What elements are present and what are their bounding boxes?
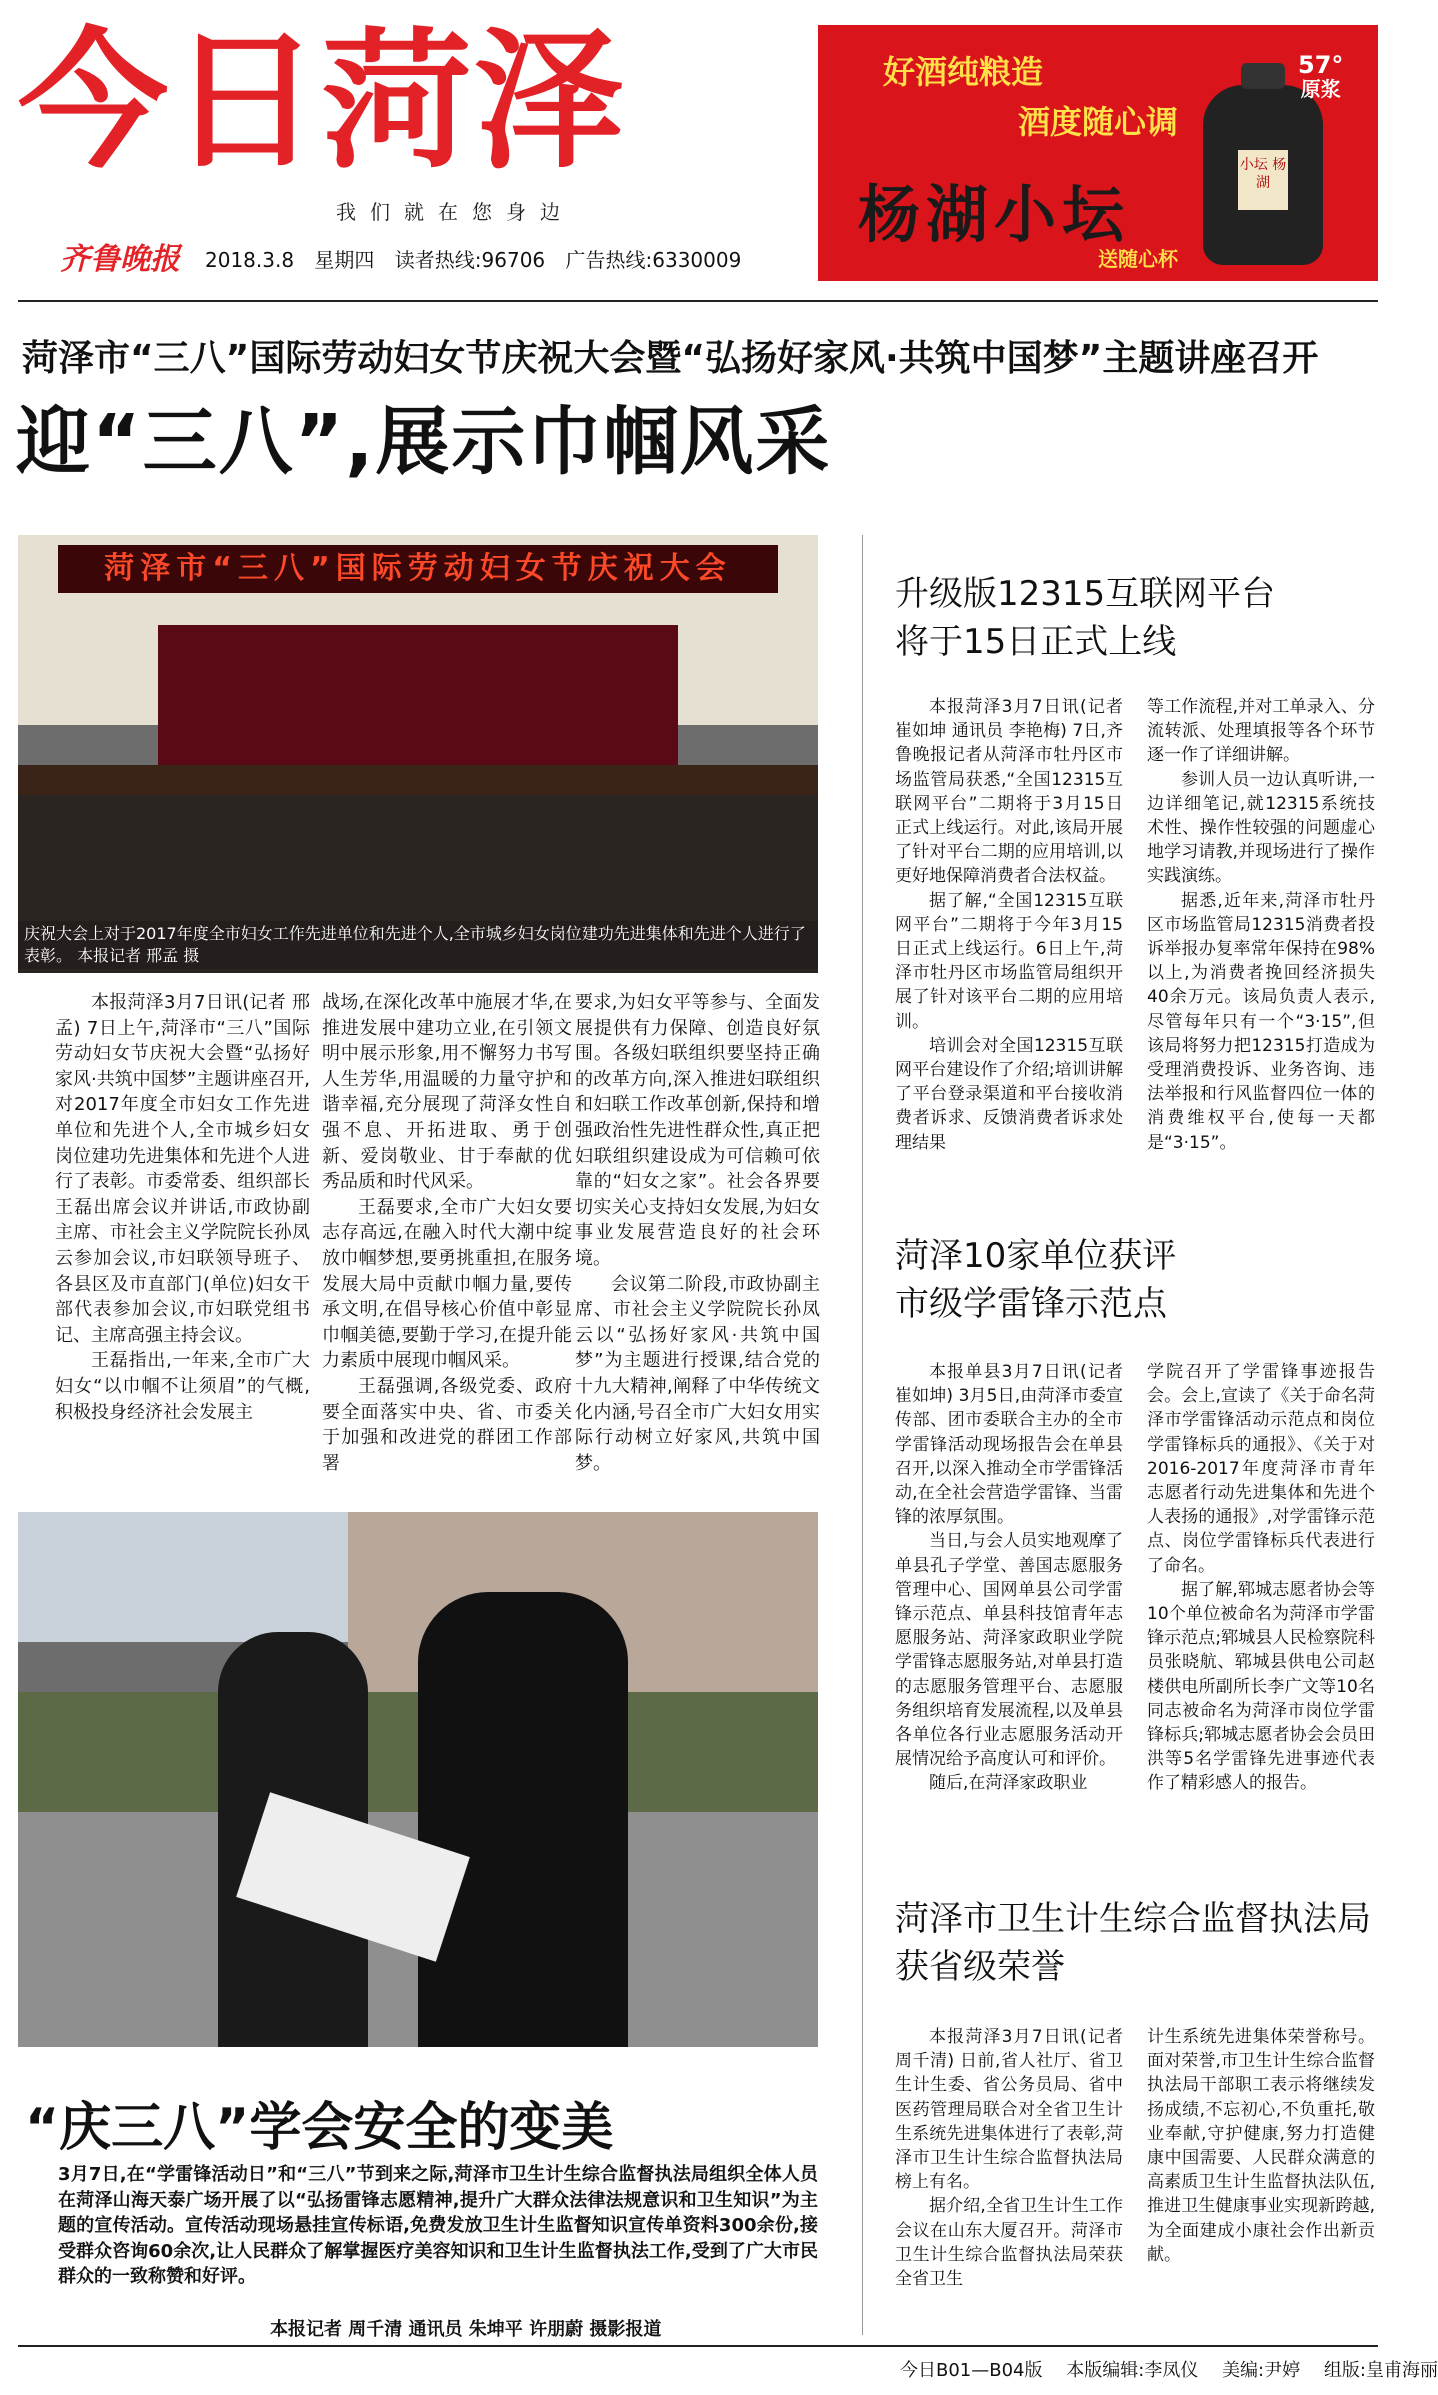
bottom-headline: “庆三八”学会安全的变美: [25, 2098, 614, 2158]
issue-weekday: 星期四: [314, 248, 375, 272]
story3-title: [895, 1232, 1176, 1328]
liquor-advertisement: [818, 25, 1378, 281]
photo-man: [418, 1592, 628, 2047]
bottom-credit: 本报记者 周千清 通讯员 朱坤平 许朋蔚 摄影报道: [270, 2319, 662, 2340]
story2-col2-para: 参训人员一边认真听讲,一边详细笔记,就12315系统技术性、操作性较强的问题虚心地学习请教,并现场进行了操作实践演练。: [1147, 769, 1375, 887]
story2-title-line1: 升级版12315互联网平台: [895, 574, 1276, 614]
story2-col2-para: 等工作流程,并对工单录入、分流转派、处理填报等各个环节逐一作了详细讲解。: [1147, 697, 1375, 766]
ad-degree-sub: 原浆: [1300, 77, 1341, 101]
story4-col1: [895, 2025, 1123, 2291]
story3-col1: [895, 1360, 1123, 1796]
lead-article-col3: [575, 990, 820, 1476]
ad-degree: [1298, 53, 1343, 101]
story4-col1-para: 本报菏泽3月7日讯(记者 周千清) 日前,省人社厅、省卫生计生委、省公务员局、省中医药管理局联合对全省卫生计生系统先进集体进行了表彰,菏泽市卫生计生综合监督执法局榜上有名。: [895, 2027, 1123, 2193]
masthead-title: 今日菏泽: [18, 15, 627, 189]
footer-proof: 组版:皇甫海丽: [1323, 2360, 1438, 2381]
story4-title: [895, 1895, 1371, 1991]
story3-col2-para: 据了解,郓城志愿者协会等10个单位被命名为菏泽市学雷锋示范点;郓城县人民检察院科员张晓航、郓城县供电公司赵楼供电所副所长李广文等10名同志被命名为菏泽市岗位学雷锋标兵;郓城志愿者协会会员田洪等5名学雷锋先进事迹代表作了精彩感人的报告。: [1147, 1579, 1375, 1794]
story4-title-line2: 获省级荣誉: [895, 1947, 1065, 1987]
story2-col1-para: 据了解,“全国12315互联网平台”二期将于今年3月15日正式上线运行。6日上午,菏泽市牡丹区市场监管局组织开展了针对该平台二期的应用培训。: [895, 890, 1123, 1032]
story2-col2: [1147, 695, 1375, 1155]
lead-col3-para: 要求,为妇女平等参与、全面发展提供有力保障、创造良好氛围。各级妇联组织要坚持正确的改革方向,深入推进妇联组织和妇联工作改革创新,保持和增强政治性先进性群众性,真正把妇联组织建设成为可信赖可依靠的“妇女之家”。社会各界要切实关心支持妇女发展,为妇女事业发展营造良好的社会环境。: [575, 992, 820, 1269]
lead-headline: 迎“三八”,展示巾帼风采: [16, 399, 832, 485]
stage-curtain: [158, 625, 678, 765]
footer-art: 美编:尹婷: [1222, 2360, 1301, 2381]
story3-title-line1: 菏泽10家单位获评: [895, 1236, 1177, 1276]
photo-caption: 庆祝大会上对于2017年度全市妇女工作先进单位和先进个人,全市城乡妇女岗位建功先进集体和先进个人进行了表彰。 本报记者 邢孟 摄: [18, 921, 818, 969]
story4-col1-para: 据介绍,全省卫生计生工作会议在山东大厦召开。菏泽市卫生计生综合监督执法局荣获全省卫生: [895, 2196, 1123, 2290]
lead-col3-para: 会议第二阶段,市政协副主席、市社会主义学院院长孙凤云以“弘扬好家风·共筑中国梦”为主题进行授课,结合党的十九大精神,阐释了中华传统文化内涵,号召全市广大妇女用实际行动树立好家风,共筑中国梦。: [575, 1273, 820, 1474]
lead-col2-para: 战场,在深化改革中施展才华,在推进发展中建功立业,在引领文明中展示形象,用不懈努力书写人生芳华,用温暖的力量守护和谐幸福,充分展现了菏泽女性自强不息、开拓进取、勇于创新、爱岗敬业、甘于奉献的优秀品质和时代风采。: [322, 992, 572, 1193]
photo-banner: 菏泽市“三八”国际劳动妇女节庆祝大会: [58, 545, 778, 593]
lead-col2-para: 王磊强调,各级党委、政府要全面落实中央、省、市委关于加强和改进党的群团工作部署: [322, 1375, 572, 1474]
lead-article-col1: [55, 990, 310, 1425]
story3-title-line2: 市级学雷锋示范点: [895, 1284, 1167, 1324]
lead-col1-para: 王磊指出,一年来,全市广大妇女“以巾帼不让须眉”的气概,积极投身经济社会发展主: [55, 1350, 310, 1423]
masthead-rule: [18, 300, 1378, 302]
ad-sub: 送随心杯: [1098, 247, 1178, 271]
story3-col1-para: 当日,与会人员实地观摩了单县孔子学堂、善国志愿服务管理中心、国网单县公司学雷锋示范点、单县科技馆青年志愿服务站、菏泽家政职业学院学雷锋志愿服务站,对单县打造的志愿服务管理平台、志愿服务组织培育发展流程,以及单县各单位各行业志愿服务活动开展情况给予高度认可和评价。: [895, 1531, 1123, 1770]
lead-article-col2: [322, 990, 572, 1476]
ad-degree-value: 57°: [1298, 51, 1344, 79]
story3-col1-para: 随后,在菏泽家政职业: [929, 1773, 1088, 1794]
story2-col1: [895, 695, 1123, 1155]
issue-date: 2018.3.8: [205, 248, 295, 272]
story2-title-line2: 将于15日正式上线: [895, 622, 1177, 662]
story3-col2-para: 学院召开了学雷锋事迹报告会。会上,宣读了《关于命名菏泽市学雷锋活动示范点和岗位学雷锋标兵的通报》、《关于对2016-2017年度菏泽市青年志愿者行动先进集体和先进个人表扬的通报》,对学雷锋示范点、岗位学雷锋标兵代表进行了命名。: [1147, 1362, 1375, 1576]
bottom-paragraph: 3月7日,在“学雷锋活动日”和“三八”节到来之际,菏泽市卫生计生综合监督执法局组织全体人员在菏泽山海天泰广场开展了以“弘扬雷锋志愿精神,提升广大群众法律法规意识和卫生知识”为主题的宣传活动。宣传活动现场悬挂宣传标语,免费发放卫生计生监督知识宣传单资料300余份,接受群众咨询60余次,让人民群众了解掌握医疗美容知识和卫生计生监督执法工作,受到了广大市民群众的一致称赞和好评。: [58, 2164, 818, 2287]
reader-hotline: 读者热线:96706: [394, 248, 546, 272]
story2-col1-para: 本报菏泽3月7日讯(记者 崔如坤 通讯员 李艳梅) 7日,齐鲁晚报记者从菏泽市牡丹区市场监管局获悉,“全国12315互联网平台”二期将于3月15日正式上线运行。对此,该局开展了针对平台二期的应用培训,以更好地保障消费者合法权益。: [895, 697, 1123, 887]
footer-rule: [18, 2345, 1378, 2347]
story3-col1-para: 本报单县3月7日讯(记者 崔如坤) 3月5日,由菏泽市委宣传部、团市委联合主办的全市学雷锋活动现场报告会在单县召开,以深入推动全市学雷锋活动,在全社会营造学雷锋、当雷锋的浓厚氛围。: [895, 1362, 1123, 1528]
jar-label: 小坛 杨湖: [1238, 150, 1288, 210]
footer-pages: 今日B01—B04版: [900, 2360, 1043, 2381]
ad-slogan-2: 酒度随心调: [1018, 103, 1179, 141]
column-divider: [862, 535, 863, 2335]
ad-slogan-1: 好酒纯粮造: [883, 53, 1044, 91]
dateline: [205, 244, 755, 273]
paper-logo: 齐鲁晚报: [60, 242, 180, 277]
lead-col1-para: 本报菏泽3月7日讯(记者 邢孟) 7日上午,菏泽市“三八”国际劳动妇女节庆祝大会暨“弘扬好家风·共筑中国梦”主题讲座召开,对2017年度全市妇女工作先进单位和先进个人,全市城乡妇女岗位建功先进集体和先进个人进行了表彰。市委常委、组织部长王磊出席会议并讲话,市政协副主席、市社会主义学院院长孙凤云参加会议,市妇联领导班子、各县区及市直部门(单位)妇女干部代表参加会议,市妇联党组书记、主席高强主持会议。: [55, 992, 310, 1346]
lead-kicker: 菏泽市“三八”国际劳动妇女节庆祝大会暨“弘扬好家风·共筑中国梦”主题讲座召开: [22, 338, 1319, 379]
story4-title-line1: 菏泽市卫生计生综合监督执法局: [895, 1899, 1371, 1939]
footer-editor: 本版编辑:李凤仪: [1066, 2360, 1199, 2381]
lead-col2-para: 王磊要求,全市广大妇女要志存高远,在融入时代大潮中绽放巾帼梦想,要勇挑重担,在服务发展大局中贡献巾帼力量,要传承文明,在倡导核心价值中彰显巾帼美德,要勤于学习,在提升能力素质中展现巾帼风采。: [322, 1196, 572, 1372]
footer-info: [900, 2356, 1438, 2382]
ad-hotline: 广告热线:6330009: [565, 248, 742, 272]
street-photo: [18, 1512, 818, 2047]
masthead-slogan: 我们就在您身边: [336, 200, 574, 224]
story3-col2: [1147, 1360, 1375, 1796]
conference-photo: [18, 535, 818, 973]
story2-title: [895, 570, 1275, 666]
ad-brand: 杨湖小坛: [858, 178, 1131, 251]
story4-col2: [1147, 2025, 1375, 2267]
story2-col1-para: 培训会对全国12315互联网平台建设作了介绍;培训讲解了平台登录渠道和平台接收消费者诉求、反馈消费者诉求处理结果: [895, 1035, 1123, 1153]
story4-col2-para: 计生系统先进集体荣誉称号。面对荣誉,市卫生计生综合监督执法局干部职工表示将继续发扬成绩,不忘初心,不负重托,敬业奉献,守护健康,努力打造健康中国需要、人民群众满意的高素质卫生计生监督执法队伍,推进卫生健康事业实现新跨越,为全面建成小康社会作出新贡献。: [1147, 2027, 1375, 2265]
story2-col2-para: 据悉,近年来,菏泽市牡丹区市场监管局12315消费者投诉举报办复率常年保持在98%以上,为消费者挽回经济损失40余万元。该局负责人表示,尽管每年只有一个“3·15”,但该局将努力把12315打造成为受理消费投诉、业务咨询、违法举报和行风监督四位一体的消费维权平台,使每一天都是“3·15”。: [1147, 890, 1375, 1153]
